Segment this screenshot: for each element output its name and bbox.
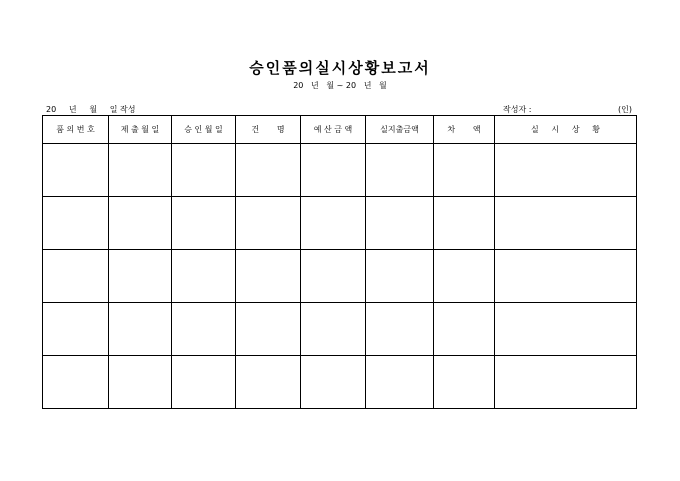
table-cell[interactable]	[301, 197, 366, 250]
header-difference: 차 액	[434, 116, 495, 144]
header-actual-expense: 실지출금액	[366, 116, 434, 144]
header-subject: 건 명	[236, 116, 301, 144]
table-cell[interactable]	[172, 303, 236, 356]
table-cell[interactable]	[109, 356, 172, 409]
table-cell[interactable]	[434, 197, 495, 250]
table-cell[interactable]	[495, 303, 637, 356]
table-row	[43, 303, 637, 356]
table-cell[interactable]	[109, 303, 172, 356]
table-cell[interactable]	[434, 303, 495, 356]
table-cell[interactable]	[301, 356, 366, 409]
table-cell[interactable]	[434, 144, 495, 197]
header-approval-number: 품 의 번 호	[43, 116, 109, 144]
table-cell[interactable]	[43, 303, 109, 356]
table-row	[43, 356, 637, 409]
table-cell[interactable]	[366, 144, 434, 197]
table-cell[interactable]	[43, 356, 109, 409]
table-cell[interactable]	[109, 197, 172, 250]
table-cell[interactable]	[366, 303, 434, 356]
table-cell[interactable]	[172, 144, 236, 197]
table-cell[interactable]	[236, 356, 301, 409]
table-cell[interactable]	[495, 250, 637, 303]
table-cell[interactable]	[109, 144, 172, 197]
document-title: 승인품의실시상황보고서	[249, 59, 431, 77]
seal-label: (인)	[618, 105, 632, 114]
table-cell[interactable]	[236, 144, 301, 197]
table-cell[interactable]	[366, 197, 434, 250]
table-cell[interactable]	[366, 356, 434, 409]
table-row	[43, 250, 637, 303]
table-cell[interactable]	[43, 144, 109, 197]
table-cell[interactable]	[301, 250, 366, 303]
table-cell[interactable]	[236, 197, 301, 250]
table-cell[interactable]	[172, 356, 236, 409]
table-cell[interactable]	[172, 197, 236, 250]
table-cell[interactable]	[301, 303, 366, 356]
report-period: 20 년 월 ~ 20 년 월	[293, 81, 387, 90]
table-cell[interactable]	[43, 197, 109, 250]
table-cell[interactable]	[366, 250, 434, 303]
table-cell[interactable]	[43, 250, 109, 303]
header-approval-date: 승 인 월 일	[172, 116, 236, 144]
table-cell[interactable]	[434, 250, 495, 303]
header-row	[43, 116, 637, 144]
table-cell[interactable]	[495, 197, 637, 250]
header-submit-date: 제 출 월 일	[109, 116, 172, 144]
header-budget-amount: 예 산 금 액	[301, 116, 366, 144]
table-cell[interactable]	[109, 250, 172, 303]
table-cell[interactable]	[434, 356, 495, 409]
table-cell[interactable]	[495, 144, 637, 197]
table-cell[interactable]	[301, 144, 366, 197]
written-date: 20 년 월 일 작성	[46, 105, 136, 114]
table-row	[43, 144, 637, 197]
table-row	[43, 197, 637, 250]
author-label: 작성자 :	[503, 105, 532, 114]
report-table	[42, 115, 637, 409]
table-cell[interactable]	[236, 303, 301, 356]
table-cell[interactable]	[236, 250, 301, 303]
header-execution-status: 실 시 상 황	[495, 116, 637, 144]
table-cell[interactable]	[172, 250, 236, 303]
table-cell[interactable]	[495, 356, 637, 409]
